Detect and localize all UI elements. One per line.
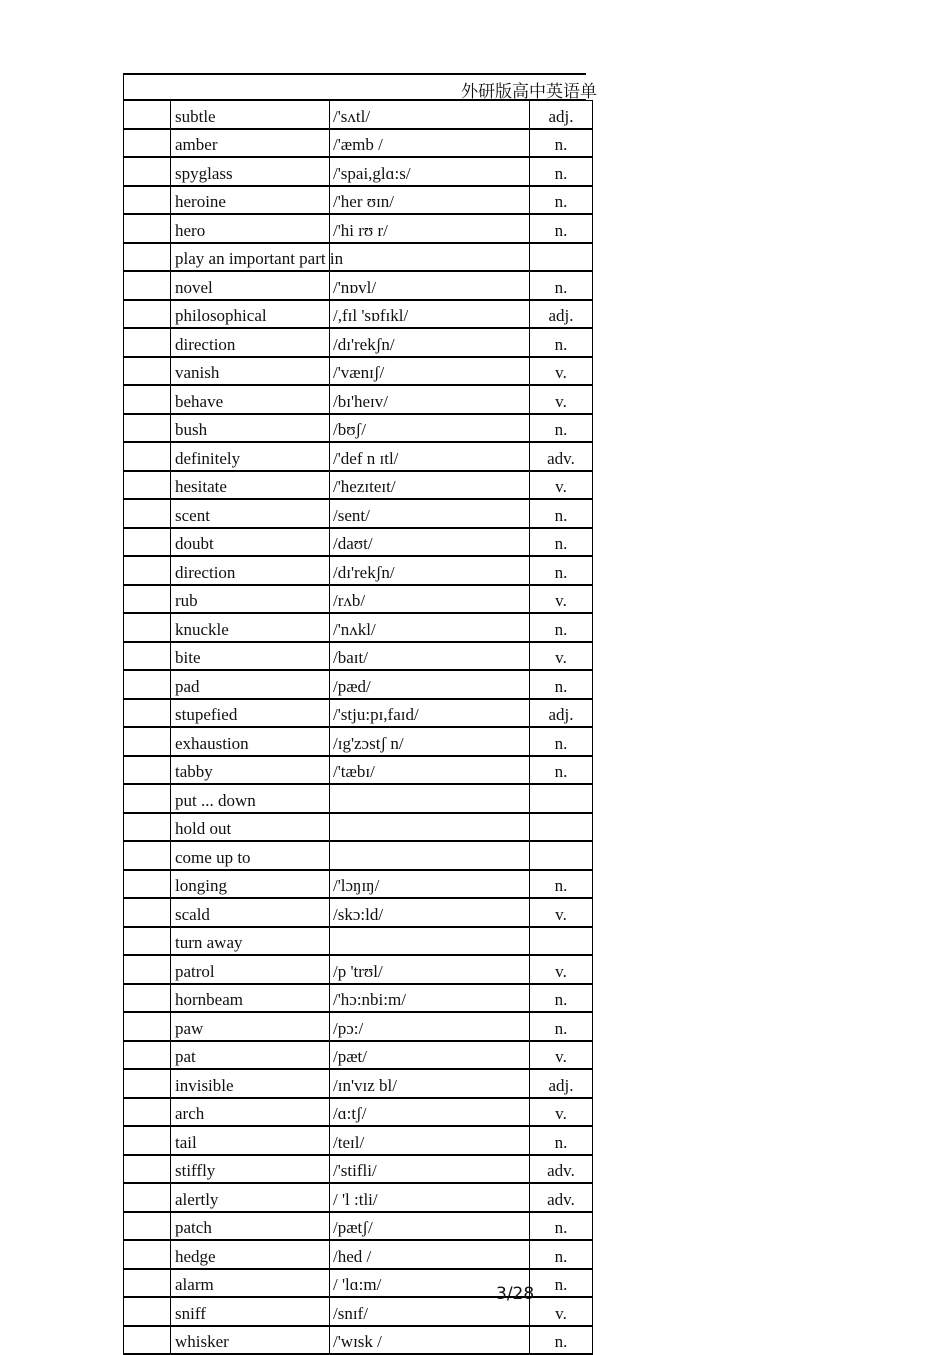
row-index-cell xyxy=(124,699,171,728)
part-of-speech-cell: n. xyxy=(530,157,593,186)
phonetic-cell: /'her ʊɪn/ xyxy=(330,186,530,215)
phonetic-cell: /'stju:pɪ,faɪd/ xyxy=(330,699,530,728)
word-cell: definitely xyxy=(171,442,330,471)
phonetic-cell: / 'l :tli/ xyxy=(330,1183,530,1212)
phonetic-cell: /dɪ'rekʃn/ xyxy=(330,328,530,357)
part-of-speech-cell xyxy=(530,841,593,870)
vocabulary-sheet xyxy=(123,73,597,1355)
part-of-speech-cell: v. xyxy=(530,471,593,500)
row-index-cell xyxy=(124,385,171,414)
word-cell: bite xyxy=(171,642,330,671)
part-of-speech-cell: n. xyxy=(530,1240,593,1269)
row-index-cell xyxy=(124,1212,171,1241)
table-row xyxy=(124,841,593,870)
table-row xyxy=(124,471,593,500)
row-index-cell xyxy=(124,1269,171,1298)
row-index-cell xyxy=(124,927,171,956)
table-row xyxy=(124,442,593,471)
table-row xyxy=(124,556,593,585)
word-cell: hold out xyxy=(171,813,330,842)
table-row xyxy=(124,300,593,329)
word-cell: novel xyxy=(171,271,330,300)
table-row xyxy=(124,784,593,813)
phonetic-cell: /'æmb / xyxy=(330,129,530,158)
table-row xyxy=(124,243,593,272)
table-row xyxy=(124,499,593,528)
word-cell: come up to xyxy=(171,841,330,870)
row-index-cell xyxy=(124,1069,171,1098)
phonetic-cell xyxy=(330,784,530,813)
part-of-speech-cell: adj. xyxy=(530,1069,593,1098)
word-cell: scald xyxy=(171,898,330,927)
phonetic-cell xyxy=(330,243,530,272)
table-row xyxy=(124,528,593,557)
row-index-cell xyxy=(124,300,171,329)
part-of-speech-cell: n. xyxy=(530,328,593,357)
phonetic-cell: /skɔ:ld/ xyxy=(330,898,530,927)
part-of-speech-cell xyxy=(530,813,593,842)
table-row xyxy=(124,613,593,642)
part-of-speech-cell: n. xyxy=(530,186,593,215)
part-of-speech-cell: n. xyxy=(530,271,593,300)
row-index-cell xyxy=(124,585,171,614)
part-of-speech-cell: v. xyxy=(530,585,593,614)
row-index-cell xyxy=(124,1126,171,1155)
row-index-cell xyxy=(124,243,171,272)
row-index-cell xyxy=(124,841,171,870)
part-of-speech-cell: n. xyxy=(530,613,593,642)
row-index-cell xyxy=(124,1240,171,1269)
part-of-speech-cell: n. xyxy=(530,756,593,785)
word-cell: alarm xyxy=(171,1269,330,1298)
word-cell: alertly xyxy=(171,1183,330,1212)
part-of-speech-cell: n. xyxy=(530,1012,593,1041)
row-index-cell xyxy=(124,670,171,699)
word-cell: tail xyxy=(171,1126,330,1155)
word-cell: sniff xyxy=(171,1297,330,1326)
row-index-cell xyxy=(124,271,171,300)
row-index-cell xyxy=(124,642,171,671)
part-of-speech-cell xyxy=(530,784,593,813)
table-row xyxy=(124,1069,593,1098)
phonetic-cell: /daʊt/ xyxy=(330,528,530,557)
phonetic-cell: /rʌb/ xyxy=(330,585,530,614)
row-index-cell xyxy=(124,870,171,899)
phonetic-cell: /,fɪl 'sɒfɪkl/ xyxy=(330,300,530,329)
vocabulary-table xyxy=(123,100,593,1355)
row-index-cell xyxy=(124,471,171,500)
word-cell: pad xyxy=(171,670,330,699)
part-of-speech-cell: n. xyxy=(530,984,593,1013)
row-index-cell xyxy=(124,1098,171,1127)
table-row xyxy=(124,129,593,158)
row-index-cell xyxy=(124,414,171,443)
table-row xyxy=(124,1240,593,1269)
word-cell: invisible xyxy=(171,1069,330,1098)
part-of-speech-cell: v. xyxy=(530,1297,593,1326)
part-of-speech-cell: n. xyxy=(530,499,593,528)
part-of-speech-cell: n. xyxy=(530,528,593,557)
table-row xyxy=(124,813,593,842)
table-row xyxy=(124,1012,593,1041)
row-index-cell xyxy=(124,613,171,642)
table-row xyxy=(124,699,593,728)
table-row xyxy=(124,214,593,243)
word-cell: hornbeam xyxy=(171,984,330,1013)
row-index-cell xyxy=(124,955,171,984)
table-row xyxy=(124,186,593,215)
table-row xyxy=(124,1155,593,1184)
phonetic-cell: /'tæbɪ/ xyxy=(330,756,530,785)
phonetic-cell: /bɪ'heɪv/ xyxy=(330,385,530,414)
word-cell: stiffly xyxy=(171,1155,330,1184)
title-row xyxy=(123,73,597,101)
row-index-cell xyxy=(124,214,171,243)
row-index-cell xyxy=(124,1326,171,1355)
table-row xyxy=(124,585,593,614)
row-index-cell xyxy=(124,101,171,129)
phonetic-cell: /baɪt/ xyxy=(330,642,530,671)
word-cell: patrol xyxy=(171,955,330,984)
part-of-speech-cell: v. xyxy=(530,1098,593,1127)
phonetic-cell: /'nʌkl/ xyxy=(330,613,530,642)
part-of-speech-cell: n. xyxy=(530,214,593,243)
word-cell: spyglass xyxy=(171,157,330,186)
table-row xyxy=(124,642,593,671)
word-cell: whisker xyxy=(171,1326,330,1355)
part-of-speech-cell: n. xyxy=(530,129,593,158)
part-of-speech-cell: adv. xyxy=(530,1183,593,1212)
part-of-speech-cell xyxy=(530,927,593,956)
table-row xyxy=(124,385,593,414)
word-cell: arch xyxy=(171,1098,330,1127)
part-of-speech-cell: v. xyxy=(530,1041,593,1070)
table-row xyxy=(124,756,593,785)
row-index-cell xyxy=(124,1012,171,1041)
table-row xyxy=(124,1183,593,1212)
table-row xyxy=(124,101,593,129)
phonetic-cell: /sent/ xyxy=(330,499,530,528)
table-row xyxy=(124,1098,593,1127)
row-index-cell xyxy=(124,328,171,357)
word-cell: heroine xyxy=(171,186,330,215)
word-cell: pat xyxy=(171,1041,330,1070)
word-cell: vanish xyxy=(171,357,330,386)
phonetic-cell: /p 'trʊl/ xyxy=(330,955,530,984)
row-index-cell xyxy=(124,756,171,785)
table-row xyxy=(124,898,593,927)
word-cell: doubt xyxy=(171,528,330,557)
word-cell: bush xyxy=(171,414,330,443)
table-row xyxy=(124,328,593,357)
part-of-speech-cell: adj. xyxy=(530,699,593,728)
row-index-cell xyxy=(124,499,171,528)
word-cell: turn away xyxy=(171,927,330,956)
row-index-cell xyxy=(124,357,171,386)
phonetic-cell: /ɑ:tʃ/ xyxy=(330,1098,530,1127)
phonetic-cell: /'hɔ:nbi:m/ xyxy=(330,984,530,1013)
table-row xyxy=(124,414,593,443)
row-index-cell xyxy=(124,898,171,927)
phonetic-cell: /'hezɪteɪt/ xyxy=(330,471,530,500)
row-index-cell xyxy=(124,186,171,215)
part-of-speech-cell: adj. xyxy=(530,300,593,329)
row-index-cell xyxy=(124,556,171,585)
phonetic-cell xyxy=(330,841,530,870)
word-cell: hero xyxy=(171,214,330,243)
phonetic-cell: /bʊʃ/ xyxy=(330,414,530,443)
phonetic-cell: /'spai,glɑ:s/ xyxy=(330,157,530,186)
word-cell: subtle xyxy=(171,101,330,129)
phonetic-cell: /ɪg'zɔstʃ n/ xyxy=(330,727,530,756)
part-of-speech-cell: n. xyxy=(530,1326,593,1355)
table-row xyxy=(124,670,593,699)
table-row xyxy=(124,157,593,186)
word-cell: amber xyxy=(171,129,330,158)
part-of-speech-cell: n. xyxy=(530,1126,593,1155)
part-of-speech-cell: n. xyxy=(530,1212,593,1241)
table-row xyxy=(124,955,593,984)
table-row xyxy=(124,357,593,386)
phonetic-cell: /'lɔŋɪŋ/ xyxy=(330,870,530,899)
part-of-speech-cell: n. xyxy=(530,414,593,443)
part-of-speech-cell: v. xyxy=(530,898,593,927)
part-of-speech-cell: n. xyxy=(530,670,593,699)
row-index-cell xyxy=(124,528,171,557)
row-index-cell xyxy=(124,1297,171,1326)
part-of-speech-cell xyxy=(530,243,593,272)
word-cell: knuckle xyxy=(171,613,330,642)
sheet-title: 外研版高中英语单 xyxy=(461,82,597,101)
part-of-speech-cell: adj. xyxy=(530,101,593,129)
phonetic-cell: /teɪl/ xyxy=(330,1126,530,1155)
word-cell: direction xyxy=(171,328,330,357)
phonetic-cell: /pætʃ/ xyxy=(330,1212,530,1241)
table-row xyxy=(124,984,593,1013)
phonetic-cell xyxy=(330,927,530,956)
phonetic-cell: /hed / xyxy=(330,1240,530,1269)
phonetic-cell: /'stifli/ xyxy=(330,1155,530,1184)
phonetic-cell: /'vænɪʃ/ xyxy=(330,357,530,386)
table-row xyxy=(124,1212,593,1241)
phonetic-cell: /dɪ'rekʃn/ xyxy=(330,556,530,585)
part-of-speech-cell: v. xyxy=(530,642,593,671)
word-cell: exhaustion xyxy=(171,727,330,756)
word-cell: stupefied xyxy=(171,699,330,728)
word-cell: hesitate xyxy=(171,471,330,500)
phonetic-cell: /snɪf/ xyxy=(330,1297,530,1326)
word-cell: behave xyxy=(171,385,330,414)
row-index-cell xyxy=(124,1155,171,1184)
word-cell: patch xyxy=(171,1212,330,1241)
phonetic-cell: /'nɒvl/ xyxy=(330,271,530,300)
word-cell: paw xyxy=(171,1012,330,1041)
part-of-speech-cell: v. xyxy=(530,357,593,386)
word-cell: put ... down xyxy=(171,784,330,813)
phonetic-cell: /'hi rʊ r/ xyxy=(330,214,530,243)
page-number: 3/28 xyxy=(496,1284,535,1304)
word-cell: direction xyxy=(171,556,330,585)
part-of-speech-cell: v. xyxy=(530,385,593,414)
phonetic-cell: /'sʌtl/ xyxy=(330,101,530,129)
row-index-cell xyxy=(124,784,171,813)
word-cell: scent xyxy=(171,499,330,528)
row-index-cell xyxy=(124,157,171,186)
table-row xyxy=(124,1041,593,1070)
table-row xyxy=(124,1326,593,1355)
part-of-speech-cell: n. xyxy=(530,870,593,899)
row-index-cell xyxy=(124,1183,171,1212)
part-of-speech-cell: n. xyxy=(530,556,593,585)
row-index-cell xyxy=(124,129,171,158)
table-row xyxy=(124,271,593,300)
table-row xyxy=(124,727,593,756)
row-index-cell xyxy=(124,1041,171,1070)
word-cell: tabby xyxy=(171,756,330,785)
part-of-speech-cell: adv. xyxy=(530,1155,593,1184)
table-row xyxy=(124,927,593,956)
phonetic-cell: /ɪn'vɪz bl/ xyxy=(330,1069,530,1098)
part-of-speech-cell: adv. xyxy=(530,442,593,471)
phonetic-cell xyxy=(330,813,530,842)
phonetic-cell: /'def n ɪtl/ xyxy=(330,442,530,471)
word-cell: philosophical xyxy=(171,300,330,329)
table-row xyxy=(124,1126,593,1155)
word-cell: play an important part in xyxy=(171,243,330,272)
phonetic-cell: /pæd/ xyxy=(330,670,530,699)
row-index-cell xyxy=(124,727,171,756)
part-of-speech-cell: v. xyxy=(530,955,593,984)
table-row xyxy=(124,870,593,899)
word-cell: longing xyxy=(171,870,330,899)
word-cell: hedge xyxy=(171,1240,330,1269)
phonetic-cell: /pæt/ xyxy=(330,1041,530,1070)
phonetic-cell: /'wɪsk / xyxy=(330,1326,530,1355)
row-index-cell xyxy=(124,442,171,471)
row-index-cell xyxy=(124,813,171,842)
row-index-cell xyxy=(124,984,171,1013)
part-of-speech-cell: n. xyxy=(530,1269,593,1298)
phonetic-cell: / 'lɑ:m/ xyxy=(330,1269,530,1298)
part-of-speech-cell: n. xyxy=(530,727,593,756)
phonetic-cell: /pɔ:/ xyxy=(330,1012,530,1041)
word-cell: rub xyxy=(171,585,330,614)
